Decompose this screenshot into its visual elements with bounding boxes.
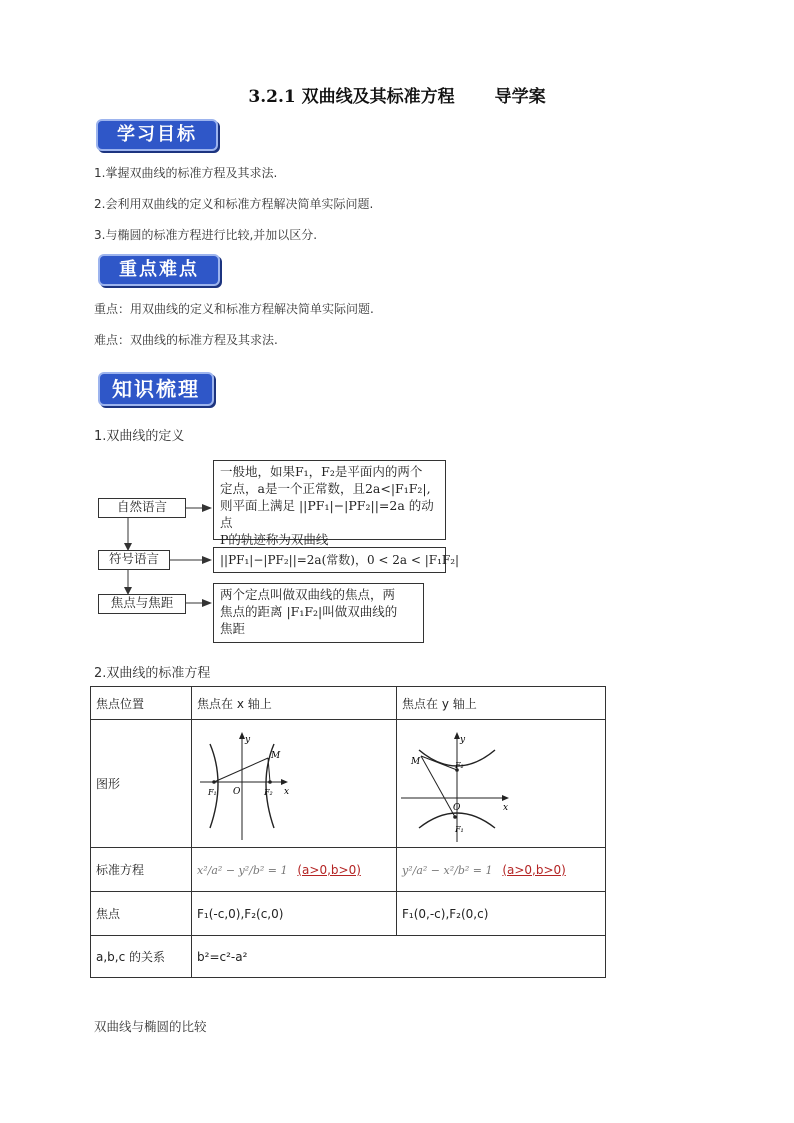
graph-x-cell xyxy=(192,720,397,848)
graph-x-y-label: y xyxy=(245,735,251,745)
table-row xyxy=(91,848,606,892)
focus-line-3: 焦距 xyxy=(220,621,246,636)
goal-1: 1.掌握双曲线的标准方程及其求法. xyxy=(94,166,278,180)
graph-x-f1-label: F₁ xyxy=(208,788,217,797)
key-points-badge: 重点难点 xyxy=(98,254,220,286)
focus-point: 重点：用双曲线的定义和标准方程解决简单实际问题. xyxy=(94,302,374,316)
equation-y-cell xyxy=(397,848,606,892)
goal-2: 2.会利用双曲线的定义和标准方程解决简单实际问题. xyxy=(94,197,374,211)
goal-3: 3.与椭圆的标准方程进行比较,并加以区分. xyxy=(94,228,318,242)
knowledge-badge: 知识梳理 xyxy=(98,372,214,406)
hyperbola-x-graph xyxy=(192,720,395,844)
title-tail: 导学案 xyxy=(494,87,546,107)
difficulty-point: 难点：双曲线的标准方程及其求法. xyxy=(94,333,278,347)
row-equation-label: 标准方程 xyxy=(91,848,192,892)
focus-line-2: 焦点的距离 |F₁F₂|叫做双曲线的 xyxy=(220,604,398,619)
page-title xyxy=(0,82,794,107)
symbolic-definition-box: ||PF₁|−|PF₂||=2a(常数)，0 < 2a < |F₁F₂| xyxy=(213,547,446,573)
table-row xyxy=(91,936,606,978)
label-natural-language: 自然语言 xyxy=(98,498,186,518)
graph-x-x-label: x xyxy=(284,787,290,797)
graph-y-origin: O xyxy=(453,803,461,813)
definition-heading: 1.双曲线的定义 xyxy=(94,429,185,444)
natural-line-2: 定点，a是一个正常数，且2a<|F₁F₂|, xyxy=(220,481,431,496)
row-focus-label: 焦点 xyxy=(91,892,192,936)
relation-value: b²=c²-a² xyxy=(192,936,606,978)
graph-y-x-label: x xyxy=(503,803,509,813)
focus-y: F₁(0,-c),F₂(0,c) xyxy=(397,892,606,936)
label-symbolic-language: 符号语言 xyxy=(98,550,170,570)
graph-y-m-label: M xyxy=(411,757,421,767)
table-row xyxy=(91,687,606,720)
graph-y-y-label: y xyxy=(460,735,466,745)
label-focus-distance: 焦点与焦距 xyxy=(98,594,186,614)
natural-line-3: 则平面上满足 ||PF₁|−|PF₂||=2a 的动点 xyxy=(220,498,434,530)
natural-definition-box xyxy=(213,460,446,547)
graph-x-f2-label: F₂ xyxy=(264,788,273,797)
natural-line-4: P的轨迹称为双曲线 xyxy=(220,532,329,547)
goals-badge: 学习目标 xyxy=(96,119,218,151)
graph-y-cell xyxy=(397,720,606,848)
header-position: 焦点位置 xyxy=(91,687,192,720)
focus-definition-box xyxy=(213,583,424,643)
row-graph-label: 图形 xyxy=(91,720,192,848)
focus-x: F₁(-c,0),F₂(c,0) xyxy=(192,892,397,936)
condition-y: (a>0,b>0) xyxy=(502,862,566,877)
focus-line-1: 两个定点叫做双曲线的焦点，两 xyxy=(220,587,396,602)
standard-heading: 2.双曲线的标准方程 xyxy=(94,666,211,681)
graph-y-f2-label: F₂ xyxy=(455,761,464,770)
table-row xyxy=(91,892,606,936)
row-relation-label: a,b,c 的关系 xyxy=(91,936,192,978)
title-main: 3.2.1 双曲线及其标准方程 xyxy=(248,87,455,107)
graph-x-origin: O xyxy=(233,787,241,797)
equation-x: x²/a² − y²/b² = 1 xyxy=(197,863,288,877)
comparison-heading: 双曲线与椭圆的比较 xyxy=(94,1019,207,1034)
graph-x-m-label: M xyxy=(271,751,281,761)
hyperbola-y-graph xyxy=(397,720,604,844)
equation-y: y²/a² − x²/b² = 1 xyxy=(402,863,493,877)
table-row xyxy=(91,720,606,848)
natural-line-1: 一般地，如果F₁，F₂是平面内的两个 xyxy=(220,464,423,479)
condition-x: (a>0,b>0) xyxy=(297,862,361,877)
header-x-axis: 焦点在 x 轴上 xyxy=(192,687,397,720)
standard-equation-table xyxy=(90,686,606,978)
equation-x-cell xyxy=(192,848,397,892)
graph-y-f1-label: F₁ xyxy=(455,825,464,834)
header-y-axis: 焦点在 y 轴上 xyxy=(397,687,606,720)
